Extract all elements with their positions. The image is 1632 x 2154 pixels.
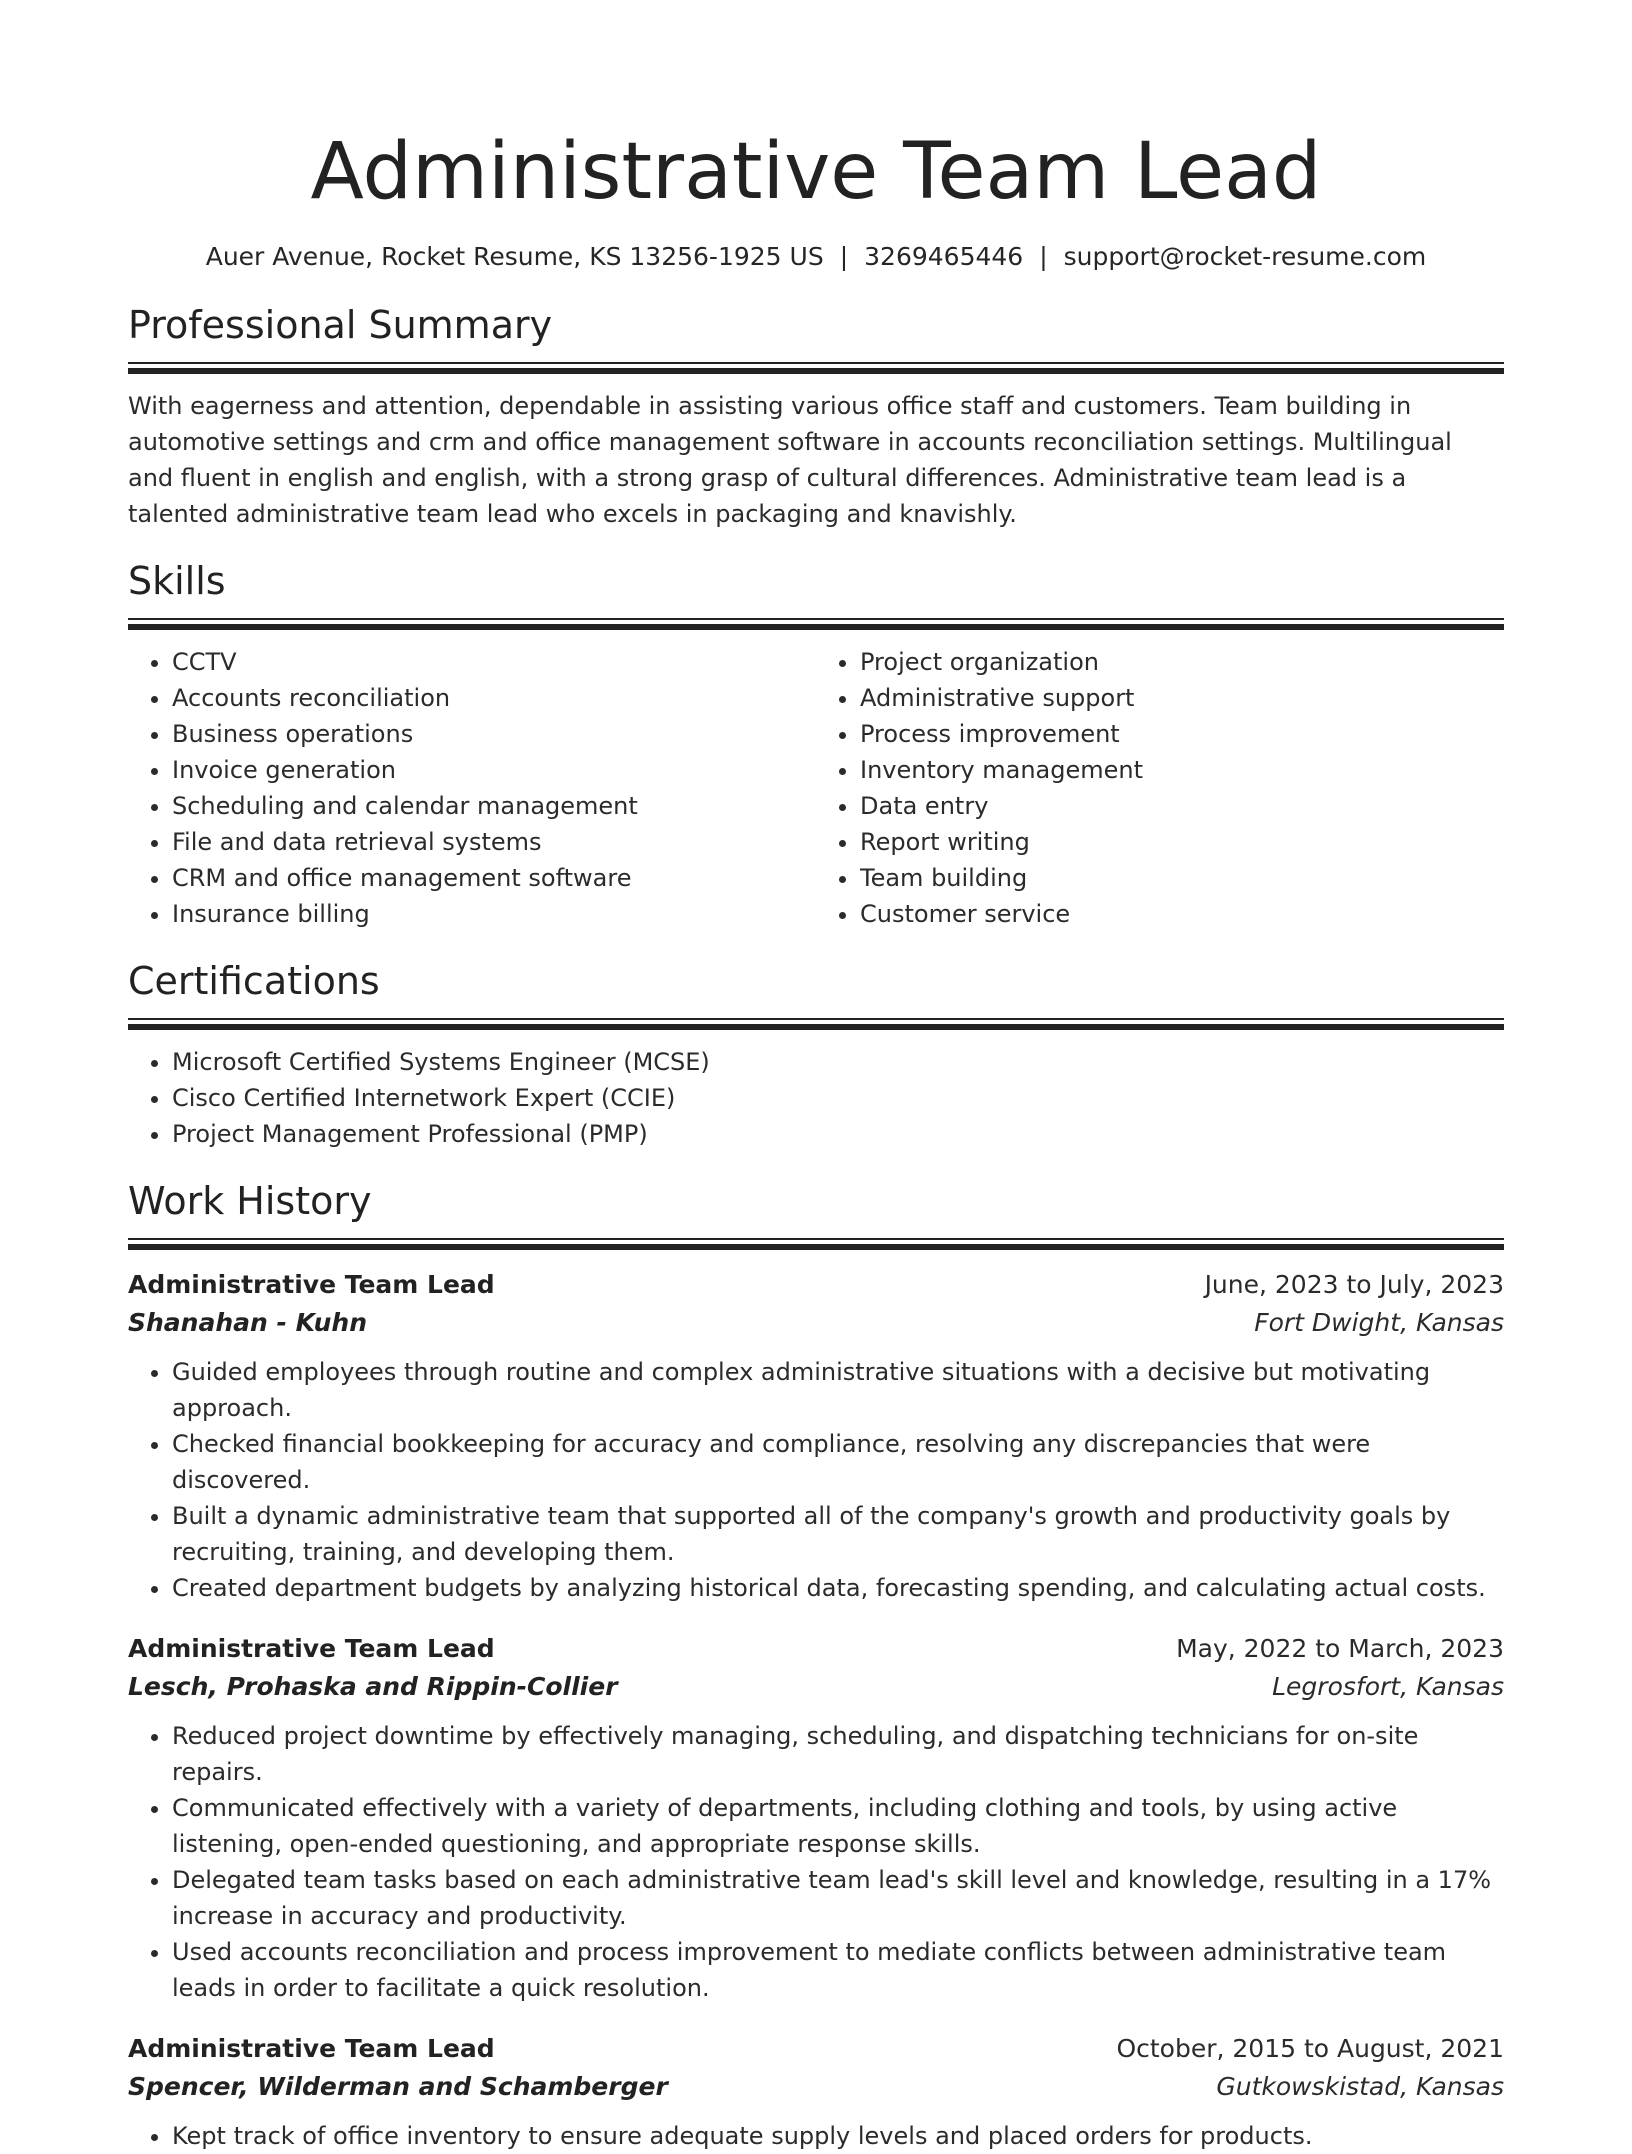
summary-section [128, 300, 1504, 532]
list-item: • Scheduling and calendar management [172, 788, 816, 824]
list-item: • Created department budgets by analyzing historical data, forecasting spending, and calculating actual costs. [172, 1570, 1504, 1606]
section-divider [128, 1238, 1504, 1250]
job-dates: October, 2015 to August, 2021 [1116, 2034, 1504, 2063]
work-section [128, 1176, 1504, 2154]
list-item: • Inventory management [860, 752, 1504, 788]
job-entry [128, 2030, 1504, 2154]
list-item: • Process improvement [860, 716, 1504, 752]
jobs-list [128, 1266, 1504, 2154]
skills-list-left [128, 644, 816, 932]
contact-separator: | [839, 242, 849, 271]
contact-line [128, 240, 1504, 274]
contact-separator: | [1039, 242, 1048, 271]
job-location: Legrosfort, Kansas [1272, 1672, 1504, 1701]
summary-text: With eagerness and attention, dependable in assisting various office staff and customers. Team building in automotive settings and crm and office management software in accounts reconciliation settings. Multilingual and fluent in english and english, with a strong grasp of cultural differences. Administrative team lead is a talented administrative team lead who excels in packaging and knavishly. [128, 392, 1452, 528]
certifications-title: Certifications [128, 959, 380, 1003]
list-item: • Cisco Certified Internetwork Expert (CCIE) [172, 1080, 1504, 1116]
list-item: • Microsoft Certified Systems Engineer (MCSE) [172, 1044, 1504, 1080]
job-bullets [128, 1718, 1504, 2006]
job-entry [128, 1266, 1504, 1606]
list-item: • Invoice generation [172, 752, 816, 788]
section-divider [128, 362, 1504, 374]
list-item: • Team building [860, 860, 1504, 896]
list-item: • Built a dynamic administrative team that supported all of the company's growth and productivity goals by recruiting, training, and developing them. [172, 1498, 1504, 1570]
job-company: Lesch, Prohaska and Rippin-Collier [128, 1672, 618, 1701]
list-item: • Administrative support [860, 680, 1504, 716]
list-item: • Report writing [860, 824, 1504, 860]
candidate-name: Administrative Team Lead [310, 127, 1322, 217]
job-company: Shanahan - Kuhn [128, 1308, 367, 1337]
list-item: • Used accounts reconciliation and process improvement to mediate conflicts between administrative team leads in order to facilitate a quick resolution. [172, 1934, 1504, 2006]
list-item: • Project organization [860, 644, 1504, 680]
job-title: Administrative Team Lead [128, 2034, 495, 2063]
list-item: • Checked financial bookkeeping for accuracy and compliance, resolving any discrepancies that were discovered. [172, 1426, 1504, 1498]
skills-grid [128, 644, 1504, 932]
certifications-list [128, 1044, 1504, 1152]
skills-section [128, 556, 1504, 932]
section-divider [128, 1018, 1504, 1030]
summary-title: Professional Summary [128, 303, 553, 347]
job-title: Administrative Team Lead [128, 1270, 495, 1299]
job-location: Gutkowskistad, Kansas [1216, 2072, 1504, 2101]
work-title: Work History [128, 1179, 372, 1223]
job-location: Fort Dwight, Kansas [1254, 1308, 1504, 1337]
list-item: • Guided employees through routine and complex administrative situations with a decisive but motivating approach. [172, 1354, 1504, 1426]
contact-phone: 3269465446 [864, 242, 1024, 271]
list-item: • Kept track of office inventory to ensure adequate supply levels and placed orders for products. [172, 2118, 1504, 2154]
job-company: Spencer, Wilderman and Schamberger [128, 2072, 668, 2101]
certifications-section [128, 956, 1504, 1152]
job-title: Administrative Team Lead [128, 1634, 495, 1663]
job-dates: May, 2022 to March, 2023 [1176, 1634, 1504, 1663]
list-item: • Business operations [172, 716, 816, 752]
contact-email: support@rocket-resume.com [1063, 242, 1427, 271]
section-divider [128, 618, 1504, 630]
list-item: • Communicated effectively with a variety of departments, including clothing and tools, by using active listening, open-ended questioning, and appropriate response skills. [172, 1790, 1504, 1862]
list-item: • Project Management Professional (PMP) [172, 1116, 1504, 1152]
skills-list-right [816, 644, 1504, 932]
list-item: • File and data retrieval systems [172, 824, 816, 860]
job-dates: June, 2023 to July, 2023 [1204, 1270, 1504, 1299]
list-item: • Data entry [860, 788, 1504, 824]
list-item: • Accounts reconciliation [172, 680, 816, 716]
job-bullets [128, 2118, 1504, 2154]
job-bullets [128, 1354, 1504, 1606]
job-entry [128, 1630, 1504, 2006]
list-item: • Customer service [860, 896, 1504, 932]
list-item: • CRM and office management software [172, 860, 816, 896]
skills-title: Skills [128, 559, 226, 603]
list-item: • Delegated team tasks based on each administrative team lead's skill level and knowledge, resulting in a 17% increase in accuracy and productivity. [172, 1862, 1504, 1934]
resume-page [128, 0, 1504, 2154]
list-item: • CCTV [172, 644, 816, 680]
contact-address: Auer Avenue, Rocket Resume, KS 13256-1925 US [205, 242, 824, 271]
list-item: • Reduced project downtime by effectively managing, scheduling, and dispatching technicians for on-site repairs. [172, 1718, 1504, 1790]
list-item: • Insurance billing [172, 896, 816, 932]
